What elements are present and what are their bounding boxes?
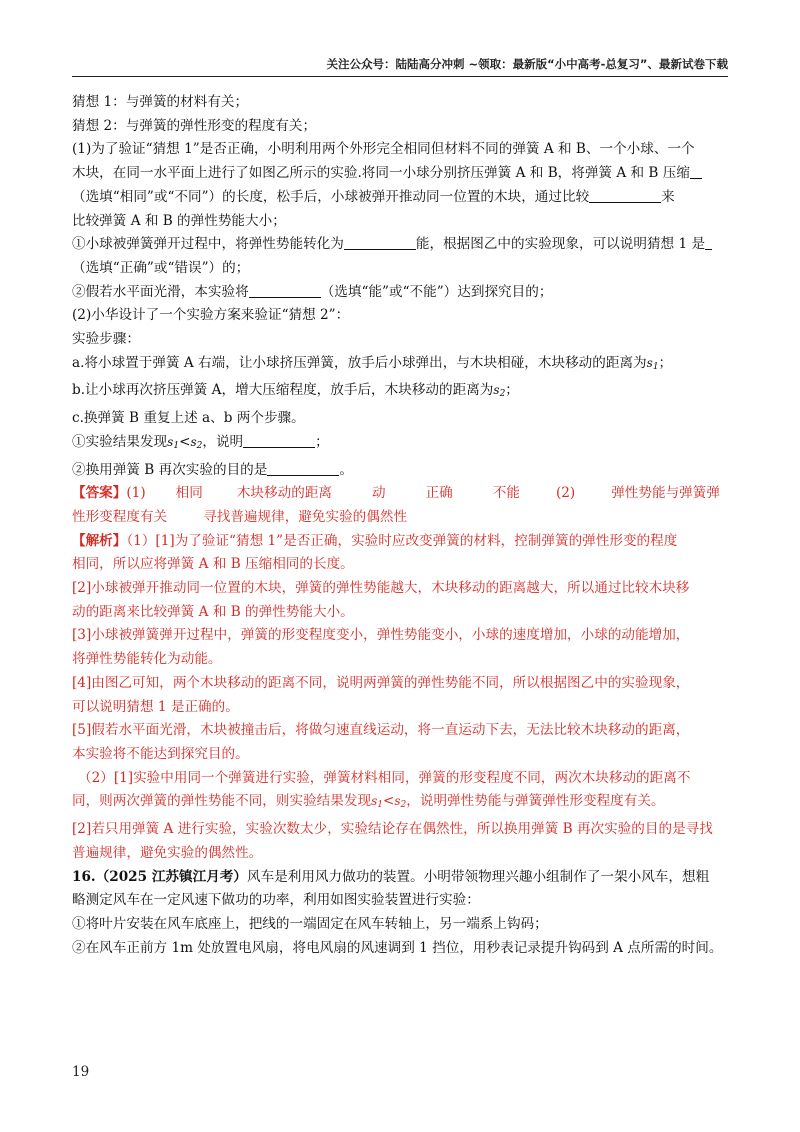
text-line (72, 233, 728, 257)
text-segment: a.将小球置于弹簧 A 右端，让小球挤压弹簧，放手后小球弹出，与木块相碰，木块移动的距离为 (72, 354, 647, 371)
answer-item: 相同 (175, 485, 203, 502)
var-s: s (493, 383, 500, 398)
text-line: 比较弹簧 A 和 B 的弹性势能大小； (72, 212, 286, 229)
analysis-line: 可以说明猜想 1 是正确的。 (72, 698, 239, 715)
answer-blank (267, 461, 339, 476)
text-segment: ①实验结果发现 (72, 433, 168, 450)
less-than: < (382, 793, 395, 810)
text-segment: 来 (661, 188, 675, 205)
subscript: 2 (400, 800, 407, 811)
text-segment: ； (505, 382, 519, 399)
analysis-line (72, 790, 728, 818)
subscript: 1 (652, 361, 659, 372)
text-line (72, 162, 728, 186)
answer-item: (2) (555, 485, 576, 502)
analysis-line: [5]假若水平面光滑，木块被撞击后，将做匀速直线运动，将一直运动下去，无法比较木块移动的距离， (72, 722, 690, 739)
var-s: s (190, 434, 197, 449)
text-line: 猜想 2：与弹簧的弹性形变的程度有关； (72, 117, 317, 134)
analysis-line: 将弹性势能转化为动能。 (72, 651, 222, 668)
question-line: 略测定风车在一定风速下做功的功率，利用如图实验装置进行实验： (72, 892, 480, 909)
answer-blank (243, 433, 315, 448)
subscript: 2 (499, 389, 506, 400)
analysis-line: （2）[1]实验中用同一个弹簧进行实验，弹簧材料相同，弹簧的形变程度不同，两次木块移动的距离不 (78, 769, 691, 786)
text-segment: （选填“能”或“不能”）达到探究目的； (320, 283, 553, 300)
answer-item: (1) (126, 485, 146, 502)
question-line: ②在风车正前方 1m 处放置电风扇，将电风扇的风速调到 1 挡位，用秒表记录提升钩码到 A 点所需的时间。 (72, 939, 723, 956)
text-segment: ； (658, 354, 673, 371)
text-line: 实验步骤： (72, 331, 140, 348)
text-segment: ； (315, 433, 329, 450)
answer-blank (690, 164, 702, 179)
text-line: 猜想 1：与弹簧的材料有关； (72, 94, 249, 110)
text-line: （选填“正确”或“错误”）的； (72, 259, 250, 276)
page-number: 19 (72, 1064, 90, 1080)
analysis-text: ，说明弹性势能与弹簧弹性形变程度有关。 (406, 793, 665, 810)
text-line (72, 281, 728, 305)
text-segment: （选填“相同”或“不同”）的长度，松手后，小球被弹开推动同一位置的木块，通过比较 (72, 188, 590, 205)
analysis-line: [2]小球被弹开推动同一位置的木块，弹簧的弹性势能越大，木块移动的距离越大，所以通过比较木块移 (72, 580, 690, 597)
text-segment: 。 (339, 461, 353, 478)
subscript: 1 (173, 440, 180, 451)
analysis-line (72, 530, 728, 554)
text-line (72, 352, 728, 380)
analysis-line: 普遍规律，避免实验的偶然性。 (72, 844, 263, 861)
var-s: s (646, 355, 653, 370)
text-line: (1)为了验证“猜想 1”是否正确，小明利用两个外形完全相同但材料不同的弹簧 A 和 B、一个小球、一个 (72, 141, 695, 158)
text-segment: ②换用弹簧 B 再次实验的目的是 (72, 461, 268, 478)
answer-tag: 【答案】 (72, 485, 127, 502)
var-s: s (167, 434, 174, 449)
text-line (72, 186, 728, 210)
answer-item: 正确 (425, 485, 453, 502)
text-segment: b.让小球再次挤压弹簧 A，增大压缩程度，放手后，木块移动的距离为 (72, 382, 494, 399)
text-segment: ②假若水平面光滑，本实验将 (72, 283, 249, 300)
analysis-text: 同，则两次弹簧的弹性势能不同，则实验结果发现 (72, 793, 372, 810)
answer-blank (589, 188, 661, 203)
text-line (72, 431, 728, 459)
answer-item: 木块移动的距离 (236, 485, 332, 502)
page-content (72, 91, 728, 960)
page-header: 关注公众号：陆陆高分冲刺 ~领取：最新版“小中高考-总复习”、最新试卷下载 (326, 57, 728, 71)
var-s: s (394, 794, 401, 809)
analysis-line: [3]小球被弹簧弹开过程中，弹簧的形变程度变小，弹性势能变小，小球的速度增加，小球的动能增加， (72, 627, 690, 644)
subscript: 1 (377, 800, 383, 811)
analysis-line: [4]由图乙可知，两个木块移动的距离不同，说明两弹簧的弹性势能不同，所以根据图乙中的实验现象， (72, 674, 690, 691)
text-line (72, 379, 728, 407)
answer-item: 弹性势能与弹簧弹 (611, 485, 720, 502)
answer-item: 寻找普遍规律，避免实验的偶然性 (203, 508, 408, 525)
var-s: s (371, 794, 378, 809)
text-line (72, 459, 728, 483)
analysis-line: [2]若只用弹簧 A 进行实验，实验次数太少，实验结论存在偶然性，所以换用弹簧 B 再次实验的目的是寻找 (72, 821, 713, 838)
less-than: < (179, 433, 191, 450)
answer-blank (344, 235, 416, 250)
analysis-line: 相同，所以应将弹簧 A 和 B 压缩相同的长度。 (72, 556, 354, 573)
answer-item: 性形变程度有关 (72, 508, 168, 525)
analysis-line: 动的距离来比较弹簧 A 和 B 的弹性势能大小。 (72, 603, 354, 620)
answer-item: 不能 (492, 485, 520, 502)
answer-item: 动 (371, 485, 386, 502)
text-segment: 木块，在同一水平面上进行了如图乙所示的实验.将同一小球分别挤压弹簧 A 和 B，将弹簧 A 和 B 压缩 (72, 165, 690, 182)
subscript: 2 (196, 440, 203, 451)
text-line: c.换弹簧 B 重复上述 a、b 两个步骤。 (72, 410, 305, 427)
analysis-tag: 【解析】 (72, 532, 127, 549)
answer-blank (705, 235, 712, 250)
question-source: （2025 江苏镇江月考） (95, 868, 247, 885)
question-line: ①将叶片安装在风车底座上，把线的一端固定在风车转轴上，另一端系上钩码； (72, 915, 548, 932)
answer-line (72, 482, 728, 506)
question-number: 16. (72, 868, 96, 885)
analysis-text: （1）[1]为了验证“猜想 1”是否正确，实验时应改变弹簧的材料，控制弹簧的弹性形变的程度 (126, 532, 678, 549)
analysis-line: 本实验将不能达到探究目的。 (72, 745, 249, 762)
text-segment: ①小球被弹簧弹开过程中，将弹性势能转化为 (72, 236, 344, 253)
header-rule (72, 76, 728, 77)
answer-blank (249, 283, 321, 298)
answer-line (72, 506, 728, 530)
text-segment: ，说明 (202, 433, 244, 450)
text-line: (2)小华设计了一个实验方案来验证“猜想 2”： (72, 307, 350, 324)
question-line (72, 866, 728, 890)
text-segment: 能，根据图乙中的实验现象，可以说明猜想 1 是 (415, 236, 706, 253)
question-text: 风车是利用风力做功的装置。小明带领物理兴趣小组制作了一架小风车，想粗 (246, 868, 710, 885)
